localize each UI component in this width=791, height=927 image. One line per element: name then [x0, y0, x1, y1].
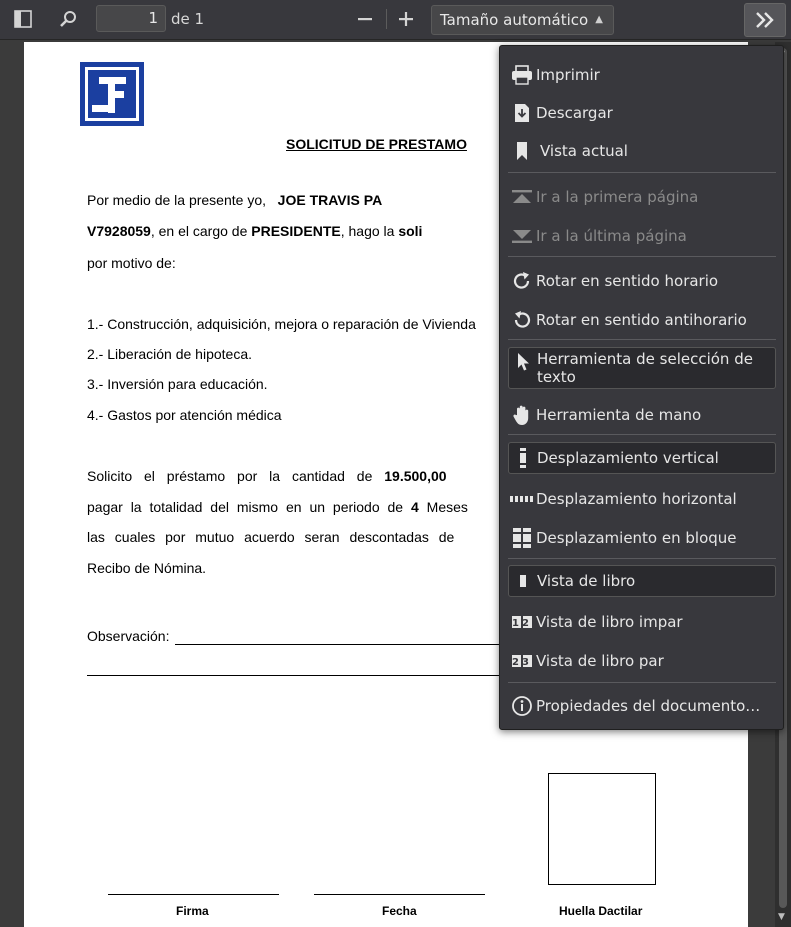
- menu-separator: [508, 434, 776, 435]
- observation-line: [175, 644, 505, 645]
- horizontal-scrolling-button[interactable]: Desplazamiento horizontal: [508, 487, 776, 511]
- reason-item: 2.- Liberación de hipoteca.: [87, 346, 252, 362]
- bookmark-icon: [515, 141, 529, 161]
- text-selection-tool-button[interactable]: Herramienta de selección de texto: [508, 347, 776, 389]
- sidebar-icon: [13, 9, 33, 29]
- page-number-input[interactable]: 1: [96, 5, 166, 32]
- menu-separator: [508, 558, 776, 559]
- find-button[interactable]: [53, 5, 83, 33]
- even-spreads-button[interactable]: 23 Vista de libro par: [512, 652, 664, 670]
- printer-icon: [511, 65, 533, 85]
- toolbar-separator: [386, 9, 387, 29]
- company-logo: [80, 62, 144, 126]
- odd-spread-glyph: 12: [512, 618, 532, 629]
- horizontal-scroll-icon: [510, 494, 534, 504]
- rotate-counterclockwise-button[interactable]: Rotar en sentido antihorario: [508, 308, 776, 332]
- fingerprint-label: Huella Dactilar: [559, 904, 643, 918]
- reason-item: 3.- Inversión para educación.: [87, 376, 268, 392]
- hand-tool-button[interactable]: Herramienta de mano: [508, 403, 776, 427]
- menu-separator: [508, 172, 776, 173]
- signature-line: [108, 894, 279, 895]
- vertical-scrolling-button[interactable]: Desplazamiento vertical: [508, 442, 776, 474]
- single-page-icon: [518, 574, 528, 588]
- last-page-button[interactable]: Ir a la última página: [508, 224, 776, 248]
- download-icon: [513, 103, 531, 123]
- cursor-arrow-icon: [515, 352, 531, 372]
- request-line-4: Recibo de Nómina.: [87, 560, 207, 576]
- zoom-select[interactable]: [431, 5, 614, 35]
- rotate-clockwise-icon: [512, 271, 532, 291]
- request-line-3: las cuales por mutuo acuerdo seran descontadas de: [87, 529, 455, 545]
- vertical-scroll-icon: [518, 447, 528, 469]
- first-page-button[interactable]: Ir a la primera página: [508, 185, 776, 209]
- rotate-counterclockwise-icon: [512, 310, 532, 330]
- even-spread-icon: [511, 654, 533, 668]
- reason-item: 4.- Gastos por atención médica: [87, 407, 282, 423]
- menu-separator: [508, 339, 776, 340]
- minus-icon: [357, 11, 373, 27]
- zoom-in-button[interactable]: [391, 5, 421, 33]
- double-chevron-right-icon: [754, 11, 776, 29]
- request-line-2: pagar la totalidad del mismo en un periodo de 4 Meses: [87, 499, 468, 515]
- paragraph-line-3: por motivo de:: [87, 255, 176, 271]
- wrapped-scroll-icon: [512, 527, 532, 549]
- odd-spreads-button[interactable]: 12 Vista de libro impar: [512, 613, 683, 631]
- date-label: Fecha: [382, 904, 417, 918]
- fingerprint-box: [548, 773, 656, 885]
- menu-separator: [508, 682, 776, 683]
- zoom-out-button[interactable]: [350, 5, 380, 33]
- info-icon: [511, 695, 533, 717]
- current-view-button[interactable]: Vista actual: [508, 139, 776, 163]
- rotate-clockwise-button[interactable]: Rotar en sentido horario: [508, 269, 776, 293]
- plus-icon: [398, 11, 414, 27]
- wrapped-scrolling-button[interactable]: Desplazamiento en bloque: [508, 526, 776, 550]
- hand-icon: [512, 404, 532, 426]
- select-arrows-icon: ▲: [595, 14, 603, 25]
- tools-menu-button[interactable]: [744, 3, 786, 37]
- scroll-down-arrow-icon[interactable]: ▼: [778, 912, 785, 922]
- reason-item: 1.- Construcción, adquisición, mejora o reparación de Vivienda: [87, 316, 476, 332]
- observation-label: Observación:: [87, 628, 170, 644]
- odd-spread-icon: [511, 615, 533, 629]
- toolbar: [0, 0, 791, 40]
- date-line: [314, 894, 485, 895]
- page-count-label: de 1: [171, 10, 205, 28]
- menu-separator: [508, 256, 776, 257]
- last-page-icon: [511, 228, 533, 244]
- paragraph-line-2: V7928059, en el cargo de PRESIDENTE, hago la soli: [87, 223, 423, 239]
- download-button[interactable]: Descargar: [508, 101, 776, 125]
- even-spread-glyph: 23: [512, 657, 532, 668]
- document-properties-button[interactable]: Propiedades del documento…: [508, 694, 776, 718]
- request-line-1: Solicito el préstamo por la cantidad de 19.500,00: [87, 468, 447, 484]
- print-button[interactable]: Imprimir: [508, 63, 776, 87]
- document-title: SOLICITUD DE PRESTAMO: [286, 136, 467, 152]
- no-spreads-button[interactable]: Vista de libro: [508, 565, 776, 597]
- observation-line: [87, 675, 505, 676]
- sidebar-toggle-button[interactable]: [8, 5, 38, 33]
- paragraph-line-1: Por medio de la presente yo, JOE TRAVIS PA: [87, 192, 383, 208]
- first-page-icon: [511, 189, 533, 205]
- search-icon: [58, 9, 78, 29]
- zoom-select-value: Tamaño automático: [440, 11, 589, 29]
- signature-label: Firma: [176, 904, 209, 918]
- secondary-toolbar-menu: [499, 45, 784, 730]
